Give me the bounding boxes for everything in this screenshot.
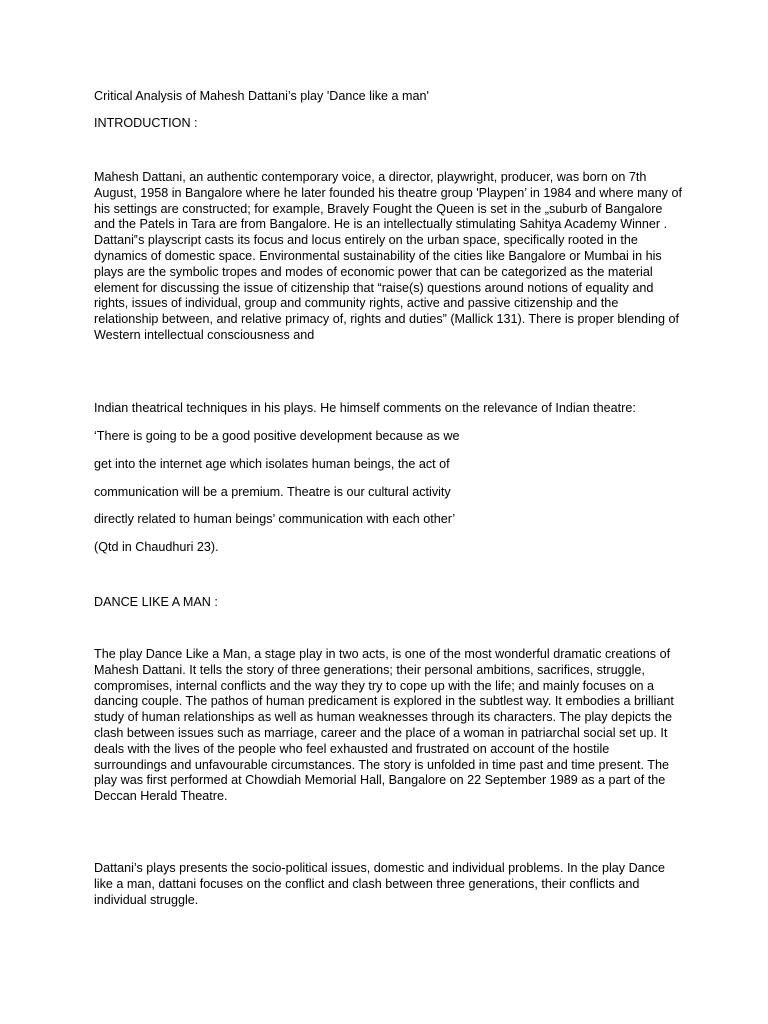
quote-line-3: communication will be a premium. Theatre is our cultural activity — [94, 485, 451, 499]
document-title: Critical Analysis of Mahesh Dattani’s play 'Dance like a man' — [94, 89, 429, 103]
closing-paragraph: Dattani’s plays presents the socio-political issues, domestic and individual problems. In the play Dance like a man, dattani focuses on the conflict and clash between three generations, their conflicts and individual struggle. — [94, 861, 665, 907]
intro-paragraph: Mahesh Dattani, an authentic contemporary voice, a director, playwright, producer, was born on 7th August, 1958 in Bangalore where he later founded his theatre group 'Playpen’ in 1984 and where many of his settings are constructed; for example, Bravely Fought the Queen is set in the „suburb of Bangalore and the Patels in Tara are from Bangalore. He is an intellectually stimulating Sahitya Academy Winner . Dattani‟s playscript casts its focus and locus entirely on the urban space, specifically rooted in the dynamics of domestic space. Environmental sustainability of the cities like Bangalore or Mumbai in his plays are the symbolic tropes and modes of economic power that can be categorized as the material element for discussing the issue of citizenship that “raise(s) questions around notions of equality and rights, issues of individual, group and community rights, active and passive citizenship and the relationship between, and relative primacy of, rights and duties” (Mallick 131). There is proper blending of Western intellectual consciousness and — [94, 170, 682, 342]
quote-line-1: ‘There is going to be a good positive development because as we — [94, 429, 460, 443]
dance-heading: DANCE LIKE A MAN : — [94, 595, 218, 609]
quote-line-2: get into the internet age which isolates human beings, the act of — [94, 457, 450, 471]
dance-paragraph: The play Dance Like a Man, a stage play in two acts, is one of the most wonderful dramatic creations of Mahesh Dattani. It tells the story of three generations; their personal ambitions, sacrifices, struggle, compromises, internal conflicts and the way they try to cope up with the life; and mainly focuses on a dancing couple. The pathos of human predicament is explored in the subtlest way. It embodies a brilliant study of human relationships as well as human weaknesses through its characters. The play depicts the clash between issues such as marriage, career and the place of a woman in patriarchal social set up. It deals with the lives of the people who feel exhausted and frustrated on account of the hostile surroundings and unfavourable circumstances. The story is unfolded in time past and time present. The play was first performed at Chowdiah Memorial Hall, Bangalore on 22 September 1989 as a part of the Deccan Herald Theatre. — [94, 647, 674, 804]
introduction-heading: INTRODUCTION : — [94, 116, 198, 130]
quote-citation: (Qtd in Chaudhuri 23). — [94, 540, 219, 554]
indian-theatre-line: Indian theatrical techniques in his plays. He himself comments on the relevance of Indian theatre: — [94, 401, 636, 415]
quote-line-4: directly related to human beings’ communication with each other’ — [94, 512, 456, 526]
